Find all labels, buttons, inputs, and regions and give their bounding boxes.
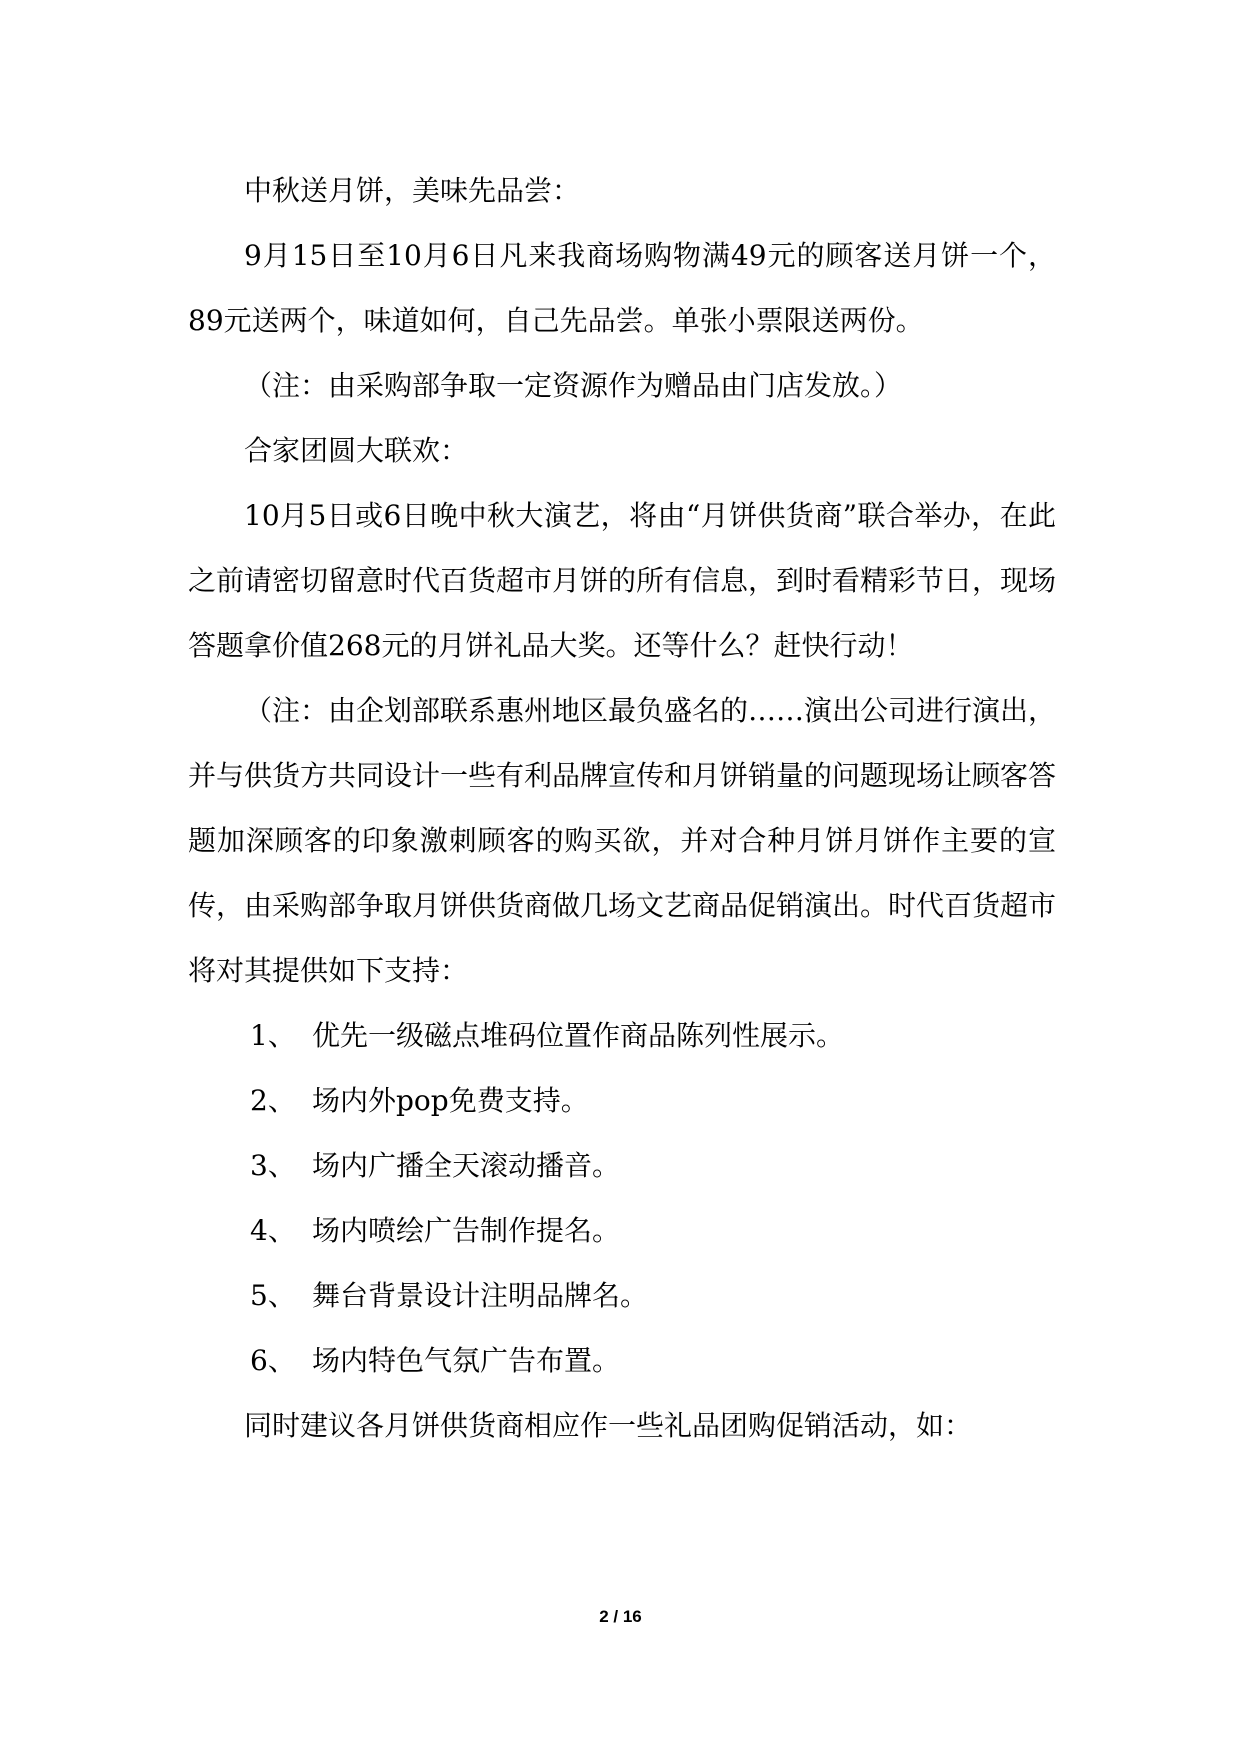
support-list bbox=[188, 1003, 1056, 1393]
list-item bbox=[188, 1263, 1056, 1328]
list-item-text: 优先一级磁点堆码位置作商品陈列性展示。 bbox=[312, 1019, 845, 1052]
list-item-number: 1、 bbox=[250, 1019, 296, 1052]
paragraph-mooncake-gift-details: 9月15日至10月6日凡来我商场购物满49元的顾客送月饼一个，89元送两个，味道如何，自己先品尝。单张小票限送两份。 bbox=[188, 239, 1056, 337]
list-item-number: 3、 bbox=[250, 1149, 296, 1182]
paragraph-family-reunion-heading: 合家团圆大联欢： bbox=[244, 434, 469, 467]
list-item bbox=[188, 1198, 1056, 1263]
page-number: 2 / 16 bbox=[599, 1607, 642, 1626]
list-item-text: 场内广播全天滚动播音。 bbox=[312, 1149, 621, 1182]
document-body bbox=[188, 158, 1056, 1458]
paragraph-performance-details: 10月5日或6日晚中秋大演艺，将由“月饼供货商”联合举办，在此之前请密切留意时代百货超市月饼的所有信息，到时看精彩节日，现场答题拿价值268元的月饼礼品大奖。还等什么？赶快行动！ bbox=[188, 499, 1057, 662]
paragraph-mooncake-gift-heading: 中秋送月饼，美味先品尝： bbox=[244, 174, 581, 207]
paragraph-note-planning: （注：由企划部联系惠州地区最负盛名的……演出公司进行演出，并与供货方共同设计一些有利品牌宣传和月饼销量的问题现场让顾客答题加深顾客的印象激刺顾客的购买欲，并对合种月饼月饼作主要的宣传，由采购部争取月饼供货商做几场文艺商品促销演出。时代百货超市将对其提供如下支持： bbox=[188, 694, 1057, 987]
paragraph-note-purchasing: （注：由采购部争取一定资源作为赠品由门店发放。） bbox=[244, 369, 903, 402]
list-item-number: 5、 bbox=[250, 1279, 296, 1312]
list-item-text: 场内外pop免费支持。 bbox=[312, 1084, 589, 1117]
list-item bbox=[188, 1328, 1056, 1393]
list-item-text: 场内喷绘广告制作提名。 bbox=[312, 1214, 621, 1247]
list-item-number: 4、 bbox=[250, 1214, 296, 1247]
list-item bbox=[188, 1068, 1056, 1133]
list-item-number: 2、 bbox=[250, 1084, 296, 1117]
list-item-text: 场内特色气氛广告布置。 bbox=[312, 1344, 621, 1377]
list-item-text: 舞台背景设计注明品牌名。 bbox=[312, 1279, 649, 1312]
list-item bbox=[188, 1133, 1056, 1198]
paragraph-closing: 同时建议各月饼供货商相应作一些礼品团购促销活动，如： bbox=[244, 1409, 973, 1442]
list-item bbox=[188, 1003, 1056, 1068]
list-item-number: 6、 bbox=[250, 1344, 296, 1377]
